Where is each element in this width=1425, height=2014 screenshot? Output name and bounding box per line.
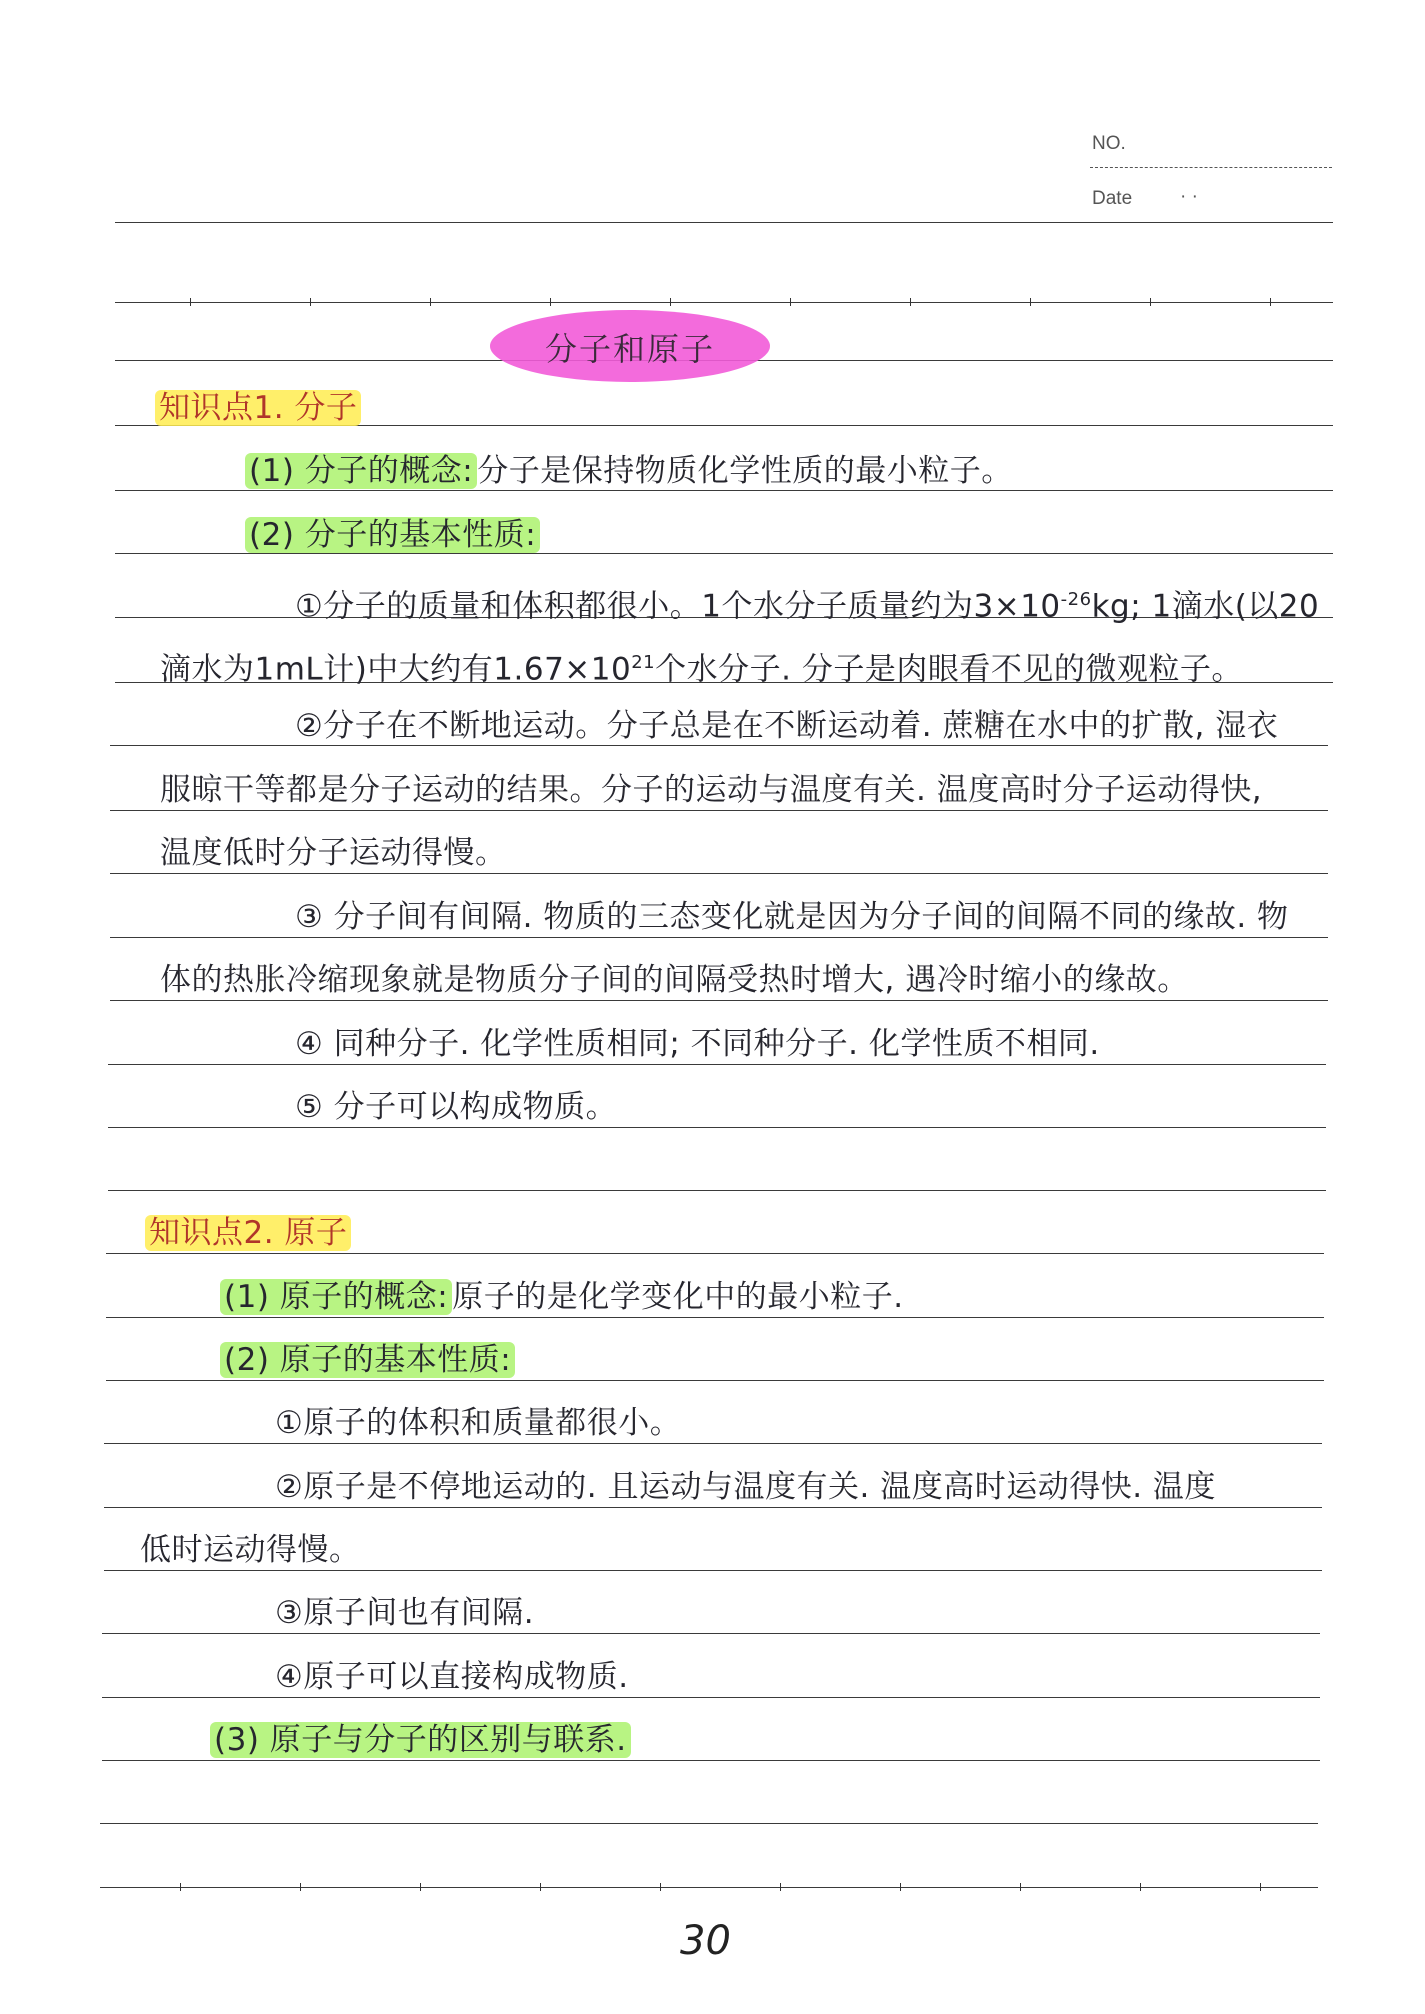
rule-line xyxy=(110,1000,1328,1001)
page-title xyxy=(490,310,770,382)
tick-mark xyxy=(180,1883,181,1891)
section2-heading-text: 知识点2. 原子 xyxy=(145,1215,351,1251)
section1-p2-line1: ②分子在不断地运动。分子总是在不断运动着. 蔗糖在水中的扩散, 湿衣 xyxy=(295,708,1279,744)
section2-diff-heading xyxy=(210,1720,631,1760)
section2-concept-line xyxy=(220,1277,904,1317)
rule-line xyxy=(110,873,1328,874)
rule-line xyxy=(104,1443,1322,1444)
section1-p1-line2 xyxy=(160,643,1243,689)
date-dots: · · xyxy=(1180,186,1198,207)
tick-mark xyxy=(190,298,191,306)
tick-mark xyxy=(420,1883,421,1891)
tick-mark xyxy=(1020,1883,1021,1891)
section1-concept-label: (1) 分子的概念: xyxy=(245,453,477,489)
p1-line2-a: 滴水为1mL计)中大约有1.67×10 xyxy=(160,651,632,688)
rule-line xyxy=(100,1887,1318,1888)
tick-mark xyxy=(660,1883,661,1891)
tick-mark xyxy=(300,1883,301,1891)
tick-mark xyxy=(430,298,431,306)
rule-line xyxy=(110,810,1328,811)
title-text: 分子和原子 xyxy=(544,330,715,368)
tick-mark xyxy=(1140,1883,1141,1891)
section2-property-heading xyxy=(220,1340,515,1380)
tick-mark xyxy=(780,1883,781,1891)
tick-mark xyxy=(910,298,911,306)
rule-line xyxy=(102,1633,1320,1634)
p1-line2-exponent: 21 xyxy=(631,652,656,673)
no-dash-line xyxy=(1090,167,1332,168)
section2-concept-label: (1) 原子的概念: xyxy=(220,1279,452,1315)
section1-p3-line2: 体的热胀冷缩现象就是物质分子间的间隔受热时增大, 遇冷时缩小的缘故。 xyxy=(160,962,1189,998)
p1-line1-exponent: -26 xyxy=(1060,589,1092,610)
p1-line2-b: 个水分子. 分子是肉眼看不见的微观粒子。 xyxy=(655,651,1243,688)
section1-p2-line3: 温度低时分子运动得慢。 xyxy=(160,835,507,871)
tick-mark xyxy=(540,1883,541,1891)
section2-concept-text: 原子的是化学变化中的最小粒子. xyxy=(452,1279,904,1315)
rule-line xyxy=(104,1570,1322,1571)
section1-heading-text: 知识点1. 分子 xyxy=(155,390,361,426)
rule-line xyxy=(102,1697,1320,1698)
section2-property-label: (2) 原子的基本性质: xyxy=(220,1342,515,1378)
rule-line xyxy=(102,1760,1320,1761)
tick-mark xyxy=(1260,1883,1261,1891)
rule-line xyxy=(106,1380,1324,1381)
section1-property-heading xyxy=(245,515,540,555)
rule-line xyxy=(108,1064,1326,1065)
tick-mark xyxy=(550,298,551,306)
section2-p4: ④原子可以直接构成物质. xyxy=(275,1659,629,1695)
section1-heading xyxy=(155,388,361,428)
section1-concept-text: 分子是保持物质化学性质的最小粒子。 xyxy=(477,453,1013,489)
rule-line xyxy=(110,937,1328,938)
section2-p2-line2: 低时运动得慢。 xyxy=(140,1532,361,1568)
section1-property-label: (2) 分子的基本性质: xyxy=(245,517,540,553)
section1-p4: ④ 同种分子. 化学性质相同; 不同种分子. 化学性质不相同. xyxy=(295,1026,1100,1062)
rule-line xyxy=(115,222,1333,223)
section2-p3: ③原子间也有间隔. xyxy=(275,1595,535,1631)
section2-diff-label: (3) 原子与分子的区别与联系. xyxy=(210,1722,631,1758)
tick-mark xyxy=(900,1883,901,1891)
rule-line xyxy=(106,1317,1324,1318)
section1-p2-line2: 服晾干等都是分子运动的结果。分子的运动与温度有关. 温度高时分子运动得快, xyxy=(160,772,1263,808)
tick-mark xyxy=(1030,298,1031,306)
rule-line xyxy=(100,1823,1318,1824)
date-label: Date xyxy=(1092,188,1133,209)
section2-p2-line1: ②原子是不停地运动的. 且运动与温度有关. 温度高时运动得快. 温度 xyxy=(275,1469,1216,1505)
tick-mark xyxy=(670,298,671,306)
tick-mark xyxy=(1270,298,1271,306)
section1-concept-line xyxy=(245,451,1013,491)
tick-mark xyxy=(1150,298,1151,306)
section1-p1-line1 xyxy=(295,580,1319,626)
page-number: 30 xyxy=(680,1918,731,1964)
section1-p3-line1: ③ 分子间有间隔. 物质的三态变化就是因为分子间的间隔不同的缘故. 物 xyxy=(295,899,1289,935)
section2-p1: ①原子的体积和质量都很小。 xyxy=(275,1405,682,1441)
rule-line xyxy=(106,1253,1324,1254)
rule-line xyxy=(108,1127,1326,1128)
p1-line1-a: ①分子的质量和体积都很小。1个水分子质量约为3×10 xyxy=(295,588,1061,625)
no-label: NO. xyxy=(1092,133,1126,154)
tick-mark xyxy=(790,298,791,306)
p1-line1-b: kg; 1滴水(以20 xyxy=(1091,588,1320,625)
rule-line xyxy=(108,1190,1326,1191)
rule-line xyxy=(104,1507,1322,1508)
section1-p5: ⑤ 分子可以构成物质。 xyxy=(295,1089,618,1125)
tick-mark xyxy=(310,298,311,306)
section2-heading xyxy=(145,1213,351,1253)
